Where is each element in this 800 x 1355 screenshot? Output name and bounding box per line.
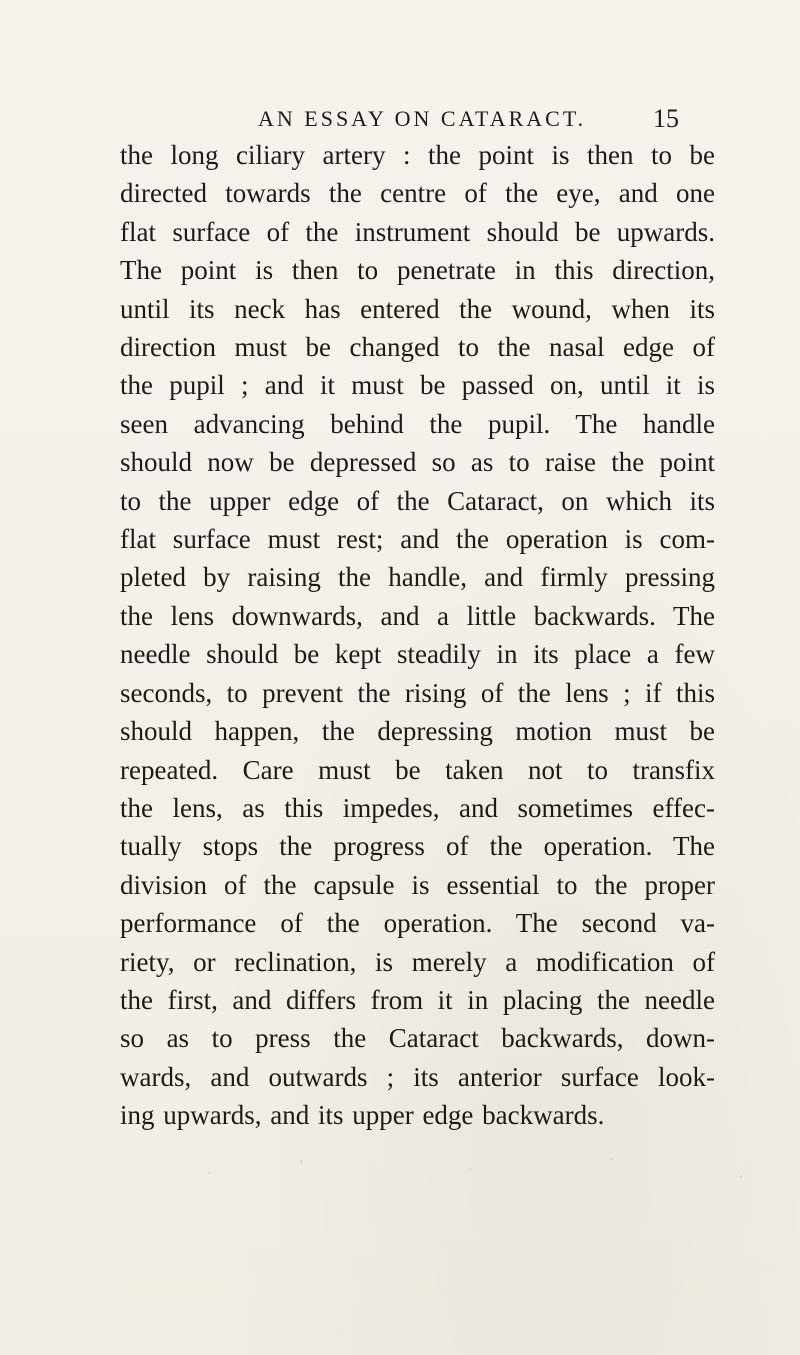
text-line: flat surface of the instrument should be upwards. [120, 216, 715, 247]
text-line: seconds, to prevent the rising of the lens ; if this [120, 677, 715, 708]
paper-speck [470, 1168, 472, 1170]
page-number: 15 [653, 104, 679, 133]
text-line: flat surface must rest; and the operation is com- [120, 524, 715, 555]
body-text [120, 136, 715, 1135]
text-line: should happen, the depressing motion must be [120, 716, 715, 747]
text-line: ing upwards, and its upper edge backwards. [120, 1100, 605, 1131]
paper-speck [740, 1175, 742, 1178]
text-line: the lens, as this impedes, and sometimes effec- [120, 792, 715, 823]
text-line: performance of the operation. The second va- [120, 908, 715, 939]
text-line: wards, and outwards ; its anterior surface look- [120, 1061, 715, 1092]
text-line: tually stops the progress of the operation. The [120, 831, 715, 862]
text-line: the first, and differs from it in placing the needle [120, 984, 715, 1015]
text-line: repeated. Care must be taken not to transfix [120, 754, 715, 785]
text-line: The point is then to penetrate in this direction, [120, 255, 715, 286]
text-line: the pupil ; and it must be passed on, until it is [120, 370, 715, 401]
text-line: riety, or reclination, is merely a modification of [120, 946, 715, 977]
text-line: until its neck has entered the wound, when its [120, 293, 715, 324]
paper-speck [208, 1172, 210, 1174]
text-line: to the upper edge of the Cataract, on which its [120, 485, 715, 516]
paper-speck [300, 1160, 303, 1163]
text-line: needle should be kept steadily in its place a few [120, 639, 715, 670]
text-line: seen advancing behind the pupil. The handle [120, 408, 715, 439]
text-line: so as to press the Cataract backwards, down- [120, 1023, 715, 1054]
text-line: the long ciliary artery : the point is then to be [120, 140, 715, 170]
text-line: should now be depressed so as to raise the point [120, 447, 715, 478]
text-line: pleted by raising the handle, and firmly pressing [120, 562, 715, 593]
text-line: division of the capsule is essential to the proper [120, 869, 715, 900]
text-line: direction must be changed to the nasal edge of [120, 332, 715, 363]
running-head: AN ESSAY ON CATARACT. [258, 106, 587, 131]
text-line: directed towards the centre of the eye, and one [120, 178, 715, 209]
paper-speck [610, 1158, 613, 1160]
text-line: the lens downwards, and a little backwards. The [120, 600, 715, 631]
